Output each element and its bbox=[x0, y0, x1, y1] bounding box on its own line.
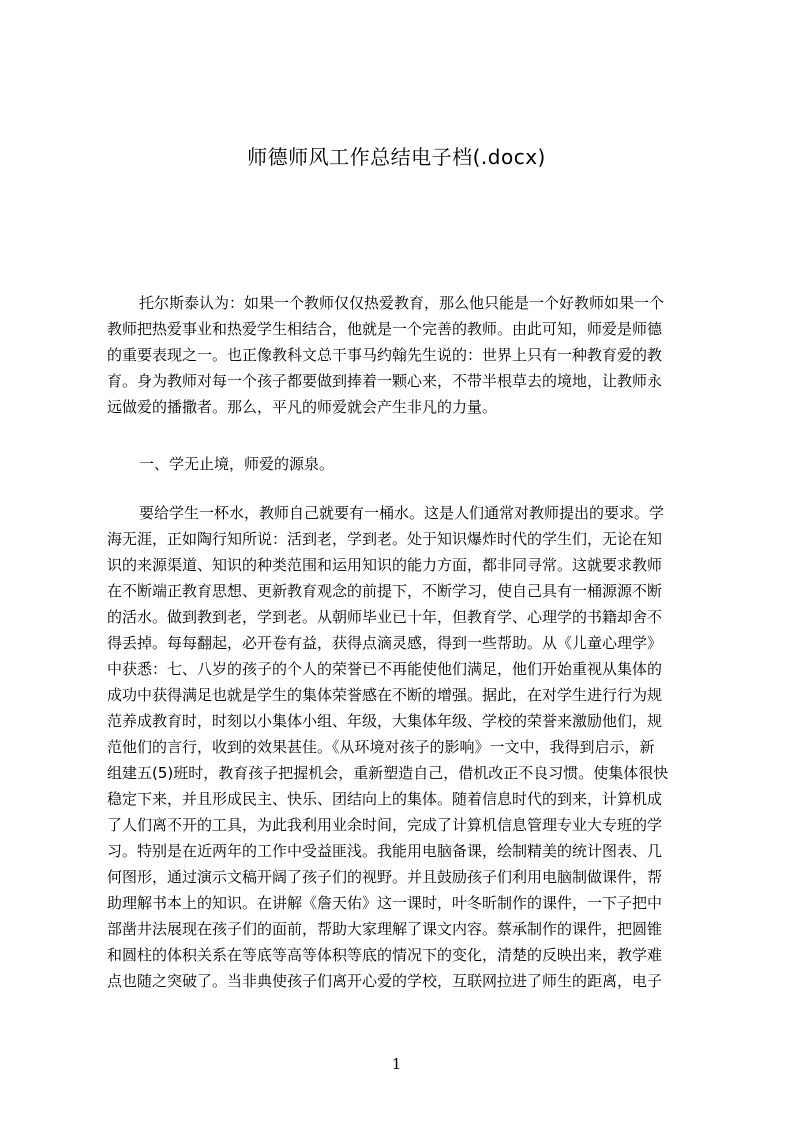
paragraph-line: 范养成教育时，时刻以小集体小组、年级，大集体年级、学校的荣誉来激励他们，规 bbox=[107, 712, 663, 730]
paragraph-line: 范他们的言行，收到的效果甚佳。《从环境对孩子的影响》一文中，我得到启示，新 bbox=[107, 738, 655, 756]
paragraph-line: 了人们离不开的工具，为此我利用业余时间，完成了计算机信息管理专业大专班的学 bbox=[107, 816, 663, 834]
paragraph-line: 远做爱的播撒者。那么，平凡的师爱就会产生非凡的力量。 bbox=[107, 398, 498, 416]
paragraph-line: 托尔斯泰认为：如果一个教师仅仅热爱教育，那么他只能是一个好教师如果一个 bbox=[139, 294, 665, 312]
document-title: 师德师风工作总结电子档(.docx) bbox=[247, 145, 546, 169]
paragraph-line: 识的来源渠道、知识的种类范围和运用知识的能力方面，都非同寻常。这就要求教师 bbox=[107, 556, 663, 574]
paragraph-line: 得丢掉。每每翻起，必开卷有益，获得点滴灵感，得到一些帮助。从《儿童心理学》 bbox=[107, 634, 663, 652]
paragraph-line: 海无涯，正如陶行知所说：活到老，学到老。处于知识爆炸时代的学生们，无论在知 bbox=[107, 530, 663, 548]
paragraph-line: 要给学生一杯水，教师自己就要有一桶水。这是人们通常对教师提出的要求。学 bbox=[139, 504, 665, 522]
paragraph-line: 组建五(5)班时，教育孩子把握机会，重新塑造自己，借机改正不良习惯。使集体很快 bbox=[107, 764, 669, 782]
paragraph-line: 习。特别是在近两年的工作中受益匪浅。我能用电脑备课，绘制精美的统计图表、几 bbox=[107, 842, 663, 860]
paragraph-line: 点也随之突破了。当非典使孩子们离开心爱的学校，互联网拉进了师生的距离，电子 bbox=[107, 972, 663, 990]
paragraph-line: 稳定下来，并且形成民主、快乐、团结向上的集体。随着信息时代的到来，计算机成 bbox=[107, 790, 663, 808]
paragraph-line: 教师把热爱事业和热爱学生相结合，他就是一个完善的教师。由此可知，师爱是师德 bbox=[107, 320, 663, 338]
paragraph-line: 育。身为教师对每一个孩子都要做到捧着一颗心来，不带半根草去的境地，让教师永 bbox=[107, 372, 663, 390]
section-heading: 一、学无止境，师爱的源泉。 bbox=[139, 455, 335, 473]
paragraph-line: 助理解书本上的知识。在讲解《詹天佑》这一课时，叶冬昕制作的课件，一下子把中 bbox=[107, 894, 663, 912]
body-paragraph bbox=[107, 500, 699, 994]
paragraph-line: 中获悉：七、八岁的孩子的个人的荣誉已不再能使他们满足，他们开始重视从集体的 bbox=[107, 660, 663, 678]
paragraph-line: 部凿井法展现在孩子们的面前，帮助大家理解了课文内容。蔡承制作的课件，把圆锥 bbox=[107, 920, 663, 938]
intro-paragraph bbox=[107, 290, 699, 420]
paragraph-line: 何图形，通过演示文稿开阔了孩子们的视野。并且鼓励孩子们利用电脑制做课件，帮 bbox=[107, 868, 663, 886]
paragraph-line: 的重要表现之一。也正像教科文总干事马约翰先生说的：世界上只有一种教育爱的教 bbox=[107, 346, 663, 364]
page-number: 1 bbox=[391, 1055, 402, 1073]
paragraph-line: 的活水。做到教到老，学到老。从朝师毕业已十年，但教育学、心理学的书籍却舍不 bbox=[107, 608, 663, 626]
paragraph-line: 在不断端正教育思想、更新教育观念的前提下，不断学习，使自己具有一桶源源不断 bbox=[107, 582, 663, 600]
paragraph-line: 和圆柱的体积关系在等底等高等体积等底的情况下的变化，清楚的反映出来，教学难 bbox=[107, 946, 663, 964]
paragraph-line: 成功中获得满足也就是学生的集体荣誉感在不断的增强。据此，在对学生进行行为规 bbox=[107, 686, 663, 704]
